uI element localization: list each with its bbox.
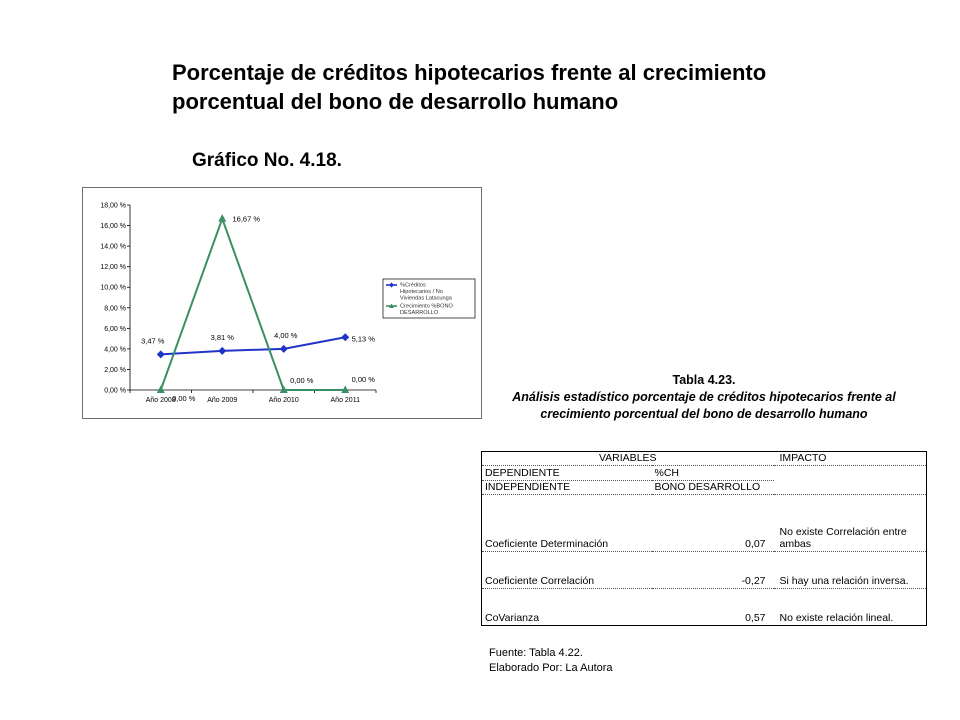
x-tick-label: Año 2010	[268, 397, 299, 404]
independent-label: INDEPENDIENTE	[482, 480, 652, 494]
dependent-label: DEPENDIENTE	[482, 466, 652, 480]
data-point-marker	[157, 386, 165, 394]
row-label: CoVarianza	[485, 612, 540, 624]
y-tick-label: 16,00 %	[100, 223, 126, 231]
data-label: 0,00 %	[351, 375, 375, 384]
table-row-independent	[482, 480, 927, 494]
data-label: 3,47 %	[141, 336, 165, 346]
table-header-row	[482, 452, 927, 466]
data-label: 3,81 %	[210, 332, 234, 342]
data-label: 16,67 %	[232, 214, 261, 224]
y-tick-label: 8,00 %	[104, 305, 126, 313]
row-impact: Si hay una relación inversa.	[774, 552, 927, 589]
page-title	[172, 58, 932, 116]
series-line	[161, 337, 346, 354]
y-tick-label: 6,00 %	[104, 325, 126, 333]
data-point-marker	[341, 333, 349, 341]
row-label: Coeficiente Correlación	[482, 552, 652, 589]
row-value: -0,27	[652, 552, 774, 589]
table-caption-text: Análisis estadístico porcentaje de créditos hipotecarios frente al crecimiento porcentual del bono de desarrollo humano	[512, 390, 896, 421]
statistics-table	[481, 451, 927, 626]
data-point-marker	[218, 214, 226, 222]
table-row	[482, 494, 927, 551]
independent-value: BONO DESARROLLO	[652, 480, 774, 494]
row-impact: No existe relación lineal.	[779, 612, 894, 624]
data-point-marker	[280, 345, 288, 353]
data-label: 0,00 %	[172, 394, 196, 403]
row-impact: No existe Correlación entre ambas	[774, 494, 927, 551]
x-tick-label: Año 2008	[145, 397, 176, 404]
data-point-marker	[157, 350, 165, 358]
y-tick-label: 2,00 %	[104, 366, 126, 374]
data-label: 0,00 %	[290, 376, 314, 385]
row-label: Coeficiente Determinación	[482, 494, 652, 551]
page-title-line-2: porcentual del bono de desarrollo humano	[172, 89, 619, 114]
table-row-dependent	[482, 466, 927, 480]
header-variables: VARIABLES	[482, 452, 774, 466]
row-value: 0,07	[652, 494, 774, 551]
y-tick-label: 4,00 %	[104, 346, 126, 354]
legend-entry-line: Hipotecarios / No	[400, 289, 443, 295]
row-value: 0,57	[745, 612, 766, 624]
chart-frame	[82, 187, 482, 419]
legend-entry-line: Crecimiento %BONO	[400, 303, 453, 310]
x-tick-label: Año 2011	[330, 397, 360, 404]
data-label: 5,13 %	[351, 334, 375, 344]
line-chart	[83, 188, 481, 418]
legend-entry-line: Viviendas Latacunga	[400, 295, 452, 302]
page-title-line-1: Porcentaje de créditos hipotecarios frente al crecimiento	[172, 60, 767, 85]
author-note: Elaborado Por: La Autora	[489, 662, 613, 674]
y-tick-label: 14,00 %	[100, 243, 126, 251]
dependent-value: %CH	[652, 466, 774, 480]
y-tick-label: 12,00 %	[100, 264, 126, 272]
legend-entry-line: DESARROLLO	[400, 310, 439, 316]
data-label: 4,00 %	[274, 330, 298, 340]
table-row	[482, 589, 927, 626]
footnote	[489, 646, 613, 676]
table-caption-number: Tabla 4.23.	[672, 373, 736, 387]
y-tick-label: 10,00 %	[100, 284, 126, 292]
y-tick-label: 0,00 %	[104, 387, 126, 395]
chart-caption: Gráfico No. 4.18.	[192, 150, 342, 171]
source-note: Fuente: Tabla 4.22.	[489, 647, 583, 659]
x-tick-label: Año 2009	[207, 397, 238, 404]
header-impacto: IMPACTO	[774, 452, 927, 466]
y-tick-label: 18,00 %	[100, 202, 126, 210]
data-point-marker	[218, 347, 226, 355]
table-row	[482, 552, 927, 589]
table-caption	[480, 372, 928, 423]
series-line	[161, 219, 346, 390]
legend-entry-line: %Créditos	[400, 282, 426, 289]
